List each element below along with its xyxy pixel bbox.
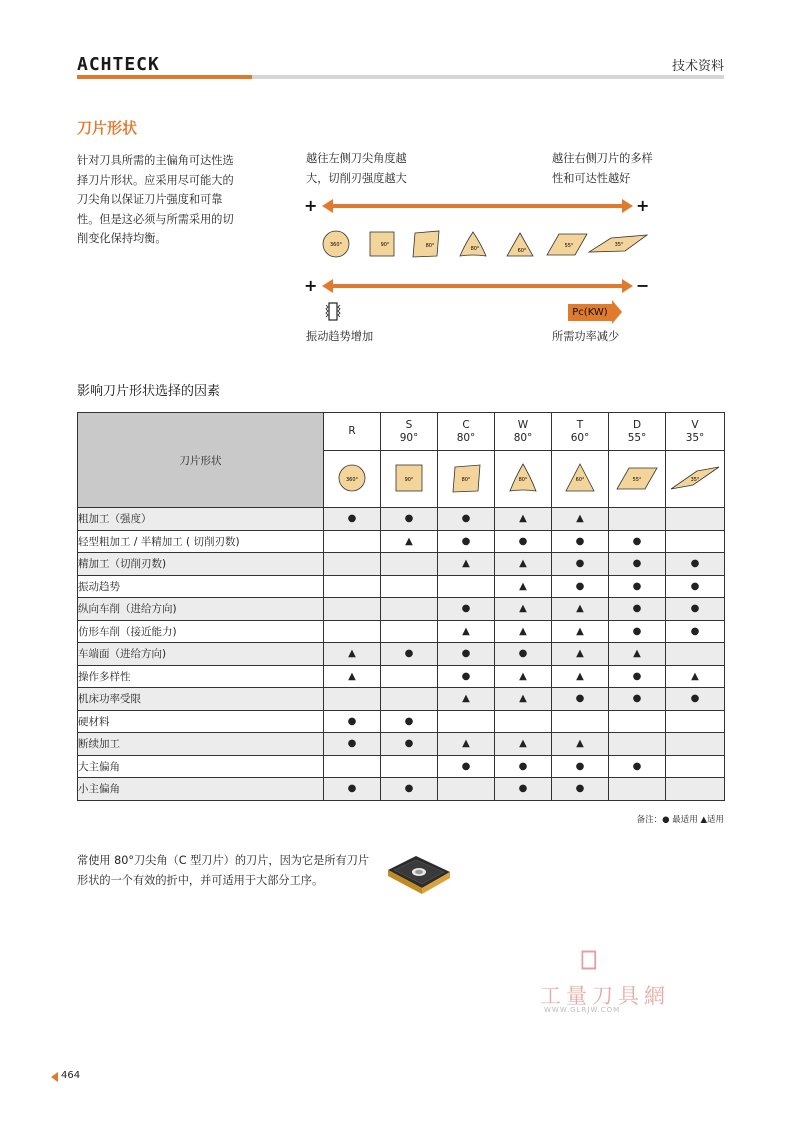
legend-note: 备注：● 最适用 ▲适用 xyxy=(636,815,724,825)
column-shape-v xyxy=(666,451,725,508)
column-shape-c xyxy=(438,451,495,508)
shape-angle-4: 60° xyxy=(517,248,527,254)
vibration-arrow xyxy=(332,284,622,288)
rhombic55-insert-icon xyxy=(547,234,587,255)
row-label: 大主偏角 xyxy=(78,755,324,778)
suitability-mark: ▲ xyxy=(495,508,552,531)
watermark-logo-icon: ⎕ xyxy=(581,946,597,976)
watermark-name: 工量刀具網 xyxy=(540,984,670,1008)
table-row xyxy=(78,508,725,531)
power-badge-arrow-icon xyxy=(612,300,622,324)
suitability-mark: ▲ xyxy=(495,688,552,711)
suitability-mark xyxy=(324,755,381,778)
suitability-mark: ▲ xyxy=(552,598,609,621)
table-row xyxy=(78,733,725,756)
suitability-mark: ● xyxy=(438,598,495,621)
column-header-s xyxy=(381,413,438,451)
suitability-mark: ● xyxy=(609,530,666,553)
suitability-mark: ● xyxy=(381,778,438,801)
suitability-mark xyxy=(324,620,381,643)
column-angle: 60° xyxy=(570,431,590,444)
suitability-mark xyxy=(438,778,495,801)
suitability-mark: ▲ xyxy=(495,665,552,688)
suitability-mark: ▲ xyxy=(381,530,438,553)
minus-sign: − xyxy=(636,276,650,295)
row-label: 纵向车削（进给方向) xyxy=(78,598,324,621)
suitability-mark: ● xyxy=(495,643,552,666)
suitability-mark: ▲ xyxy=(552,508,609,531)
brand-logo: ACHTECK xyxy=(77,54,160,75)
table-title: 影响刀片形状选择的因素 xyxy=(77,384,221,399)
row-label: 操作多样性 xyxy=(78,665,324,688)
suitability-mark: ● xyxy=(381,733,438,756)
suitability-mark xyxy=(324,688,381,711)
suitability-mark: ● xyxy=(666,688,725,711)
suitability-mark: ● xyxy=(552,530,609,553)
insert-shape-icon xyxy=(438,458,494,498)
column-header-w xyxy=(495,413,552,451)
insert-shape-angle: 55° xyxy=(632,476,642,483)
suitability-mark: ● xyxy=(666,575,725,598)
row-label: 粗加工（强度） xyxy=(78,508,324,531)
table-row xyxy=(78,688,725,711)
column-code: V xyxy=(691,418,699,431)
shape-angle-6: 35° xyxy=(614,242,624,248)
table-row xyxy=(78,553,725,576)
table-row xyxy=(78,620,725,643)
suitability-mark xyxy=(666,643,725,666)
insert-shape-icon xyxy=(552,458,608,498)
suitability-mark: ▲ xyxy=(495,553,552,576)
suitability-mark: ● xyxy=(552,553,609,576)
suitability-mark: ● xyxy=(324,508,381,531)
suitability-mark xyxy=(381,553,438,576)
row-label: 硬材料 xyxy=(78,710,324,733)
column-header-d xyxy=(609,413,666,451)
suitability-mark: ● xyxy=(552,755,609,778)
suitability-mark xyxy=(666,733,725,756)
suitability-mark: ▲ xyxy=(438,733,495,756)
suitability-mark: ● xyxy=(381,508,438,531)
column-code: S xyxy=(405,418,413,431)
suitability-mark: ● xyxy=(609,688,666,711)
suitability-mark: ▲ xyxy=(552,733,609,756)
left-caption: 越往左侧刀尖角度越大，切削刃强度越大 xyxy=(306,152,407,185)
suitability-mark xyxy=(381,688,438,711)
suitability-mark: ● xyxy=(666,620,725,643)
plus-sign-left-top: + xyxy=(304,196,318,215)
column-code: D xyxy=(632,418,642,431)
suitability-mark xyxy=(666,508,725,531)
column-shape-d xyxy=(609,451,666,508)
table-row xyxy=(78,598,725,621)
vibration-caption: 振动趋势增加 xyxy=(306,330,374,343)
row-label: 精加工（切削刃数) xyxy=(78,553,324,576)
insert-shape-angle: 80° xyxy=(461,476,471,483)
row-label: 轻型粗加工 / 半精加工 ( 切削刃数) xyxy=(78,530,324,553)
page-title: 刀片形状 xyxy=(77,119,138,137)
column-code: C xyxy=(462,418,470,431)
suitability-mark: ● xyxy=(438,755,495,778)
insert-shape-angle: 80° xyxy=(518,476,528,483)
column-header-t xyxy=(552,413,609,451)
insert-shape-icon xyxy=(667,458,723,498)
row-label: 小主偏角 xyxy=(78,778,324,801)
suitability-mark xyxy=(609,508,666,531)
suitability-mark: ● xyxy=(552,778,609,801)
suitability-mark: ● xyxy=(324,710,381,733)
column-angle: 90° xyxy=(399,431,419,444)
insert-shape-angle: 60° xyxy=(575,476,585,483)
suitability-mark xyxy=(552,710,609,733)
suitability-mark xyxy=(324,553,381,576)
suitability-mark: ▲ xyxy=(495,598,552,621)
row-label: 断续加工 xyxy=(78,733,324,756)
bottom-paragraph: 常使用 80°刀尖角（C 型刀片）的刀片，因为它是所有刀片形状的一个有效的折中，并可适用于大部分工序。 xyxy=(77,854,370,887)
column-header-r xyxy=(324,413,381,451)
suitability-mark: ● xyxy=(609,575,666,598)
square-insert-icon xyxy=(370,232,394,256)
watermark-url: WWW.GLRJW.COM xyxy=(544,1006,621,1014)
header-rule-accent xyxy=(77,75,252,79)
insert-shape-angle: 35° xyxy=(690,476,700,483)
row-label: 仿形车削（接近能力) xyxy=(78,620,324,643)
round-insert-icon xyxy=(323,231,349,257)
suitability-mark: ▲ xyxy=(552,620,609,643)
column-code: R xyxy=(348,425,356,437)
suitability-mark: ▲ xyxy=(552,665,609,688)
suitability-mark xyxy=(324,575,381,598)
suitability-mark xyxy=(666,755,725,778)
suitability-mark: ● xyxy=(324,733,381,756)
suitability-mark: ● xyxy=(495,755,552,778)
suitability-mark xyxy=(381,598,438,621)
suitability-mark: ▲ xyxy=(438,620,495,643)
suitability-mark: ▲ xyxy=(495,575,552,598)
insert-shape-icon xyxy=(609,458,665,498)
table-row xyxy=(78,755,725,778)
table-row xyxy=(78,710,725,733)
suitability-mark xyxy=(609,733,666,756)
insert-shape-angle: 360° xyxy=(345,476,359,483)
suitability-mark xyxy=(666,710,725,733)
plus-sign-left-bottom: + xyxy=(304,276,318,295)
suitability-mark: ● xyxy=(609,755,666,778)
page-number: 464 xyxy=(61,1070,81,1081)
suitability-mark xyxy=(609,710,666,733)
suitability-mark: ● xyxy=(552,575,609,598)
section-title: 技术资料 xyxy=(671,59,724,74)
suitability-mark: ● xyxy=(438,665,495,688)
insert-selection-table xyxy=(77,412,725,801)
suitability-mark: ● xyxy=(381,643,438,666)
insert-photo xyxy=(380,850,460,900)
column-shape-r xyxy=(324,451,381,508)
suitability-mark xyxy=(381,575,438,598)
column-angle: 80° xyxy=(456,431,476,444)
insert-shape-angle: 90° xyxy=(404,476,414,483)
table-row xyxy=(78,643,725,666)
column-header-c xyxy=(438,413,495,451)
suitability-mark: ▲ xyxy=(552,643,609,666)
suitability-mark: ▲ xyxy=(495,620,552,643)
insert-shape-icon xyxy=(381,458,437,498)
plus-sign-right-top: + xyxy=(636,196,650,215)
page-arrow-icon xyxy=(51,1072,58,1082)
suitability-mark: ▲ xyxy=(438,553,495,576)
shape-angle-0: 360° xyxy=(329,242,343,248)
suitability-mark: ● xyxy=(495,530,552,553)
suitability-mark: ● xyxy=(609,620,666,643)
suitability-mark xyxy=(666,530,725,553)
rhombic80-insert-icon xyxy=(413,231,439,257)
suitability-mark: ● xyxy=(609,665,666,688)
suitability-mark: ● xyxy=(381,710,438,733)
insert-shape-icon xyxy=(324,458,380,498)
trigon-insert-icon xyxy=(460,232,486,256)
column-angle: 35° xyxy=(685,431,705,444)
suitability-mark: ▲ xyxy=(324,665,381,688)
column-header-v xyxy=(666,413,725,451)
suitability-mark xyxy=(324,530,381,553)
insert-shapes-row xyxy=(315,224,655,264)
suitability-mark: ▲ xyxy=(324,643,381,666)
shape-angle-5: 55° xyxy=(564,243,574,249)
table-row xyxy=(78,530,725,553)
suitability-mark: ▲ xyxy=(666,665,725,688)
suitability-mark: ● xyxy=(495,778,552,801)
suitability-mark xyxy=(666,778,725,801)
suitability-mark xyxy=(381,665,438,688)
suitability-mark xyxy=(381,755,438,778)
suitability-mark xyxy=(324,598,381,621)
insert-shape-icon xyxy=(495,458,551,498)
suitability-mark xyxy=(381,620,438,643)
right-caption: 越往右侧刀片的多样性和可达性越好 xyxy=(552,152,653,185)
column-shape-t xyxy=(552,451,609,508)
rhombic35-insert-icon xyxy=(589,235,647,252)
intro-paragraph: 针对刀具所需的主偏角可达性选择刀片形状。应采用尽可能大的刀尖角以保证刀片强度和可靠性。但是这必须与所需采用的切削变化保持均衡。 xyxy=(77,154,234,246)
row-label: 车端面（进给方向) xyxy=(78,643,324,666)
arrow-right-head xyxy=(622,199,633,213)
row-label: 振动趋势 xyxy=(78,575,324,598)
triangle-insert-icon xyxy=(507,233,533,256)
vibration-icon xyxy=(324,300,344,324)
table-row xyxy=(78,575,725,598)
column-angle: 55° xyxy=(627,431,647,444)
suitability-mark: ● xyxy=(438,643,495,666)
suitability-mark: ● xyxy=(552,688,609,711)
suitability-mark: ▲ xyxy=(438,688,495,711)
header-rule xyxy=(252,75,724,79)
suitability-mark xyxy=(495,710,552,733)
suitability-mark: ▲ xyxy=(609,643,666,666)
row-label: 机床功率受限 xyxy=(78,688,324,711)
suitability-mark: ● xyxy=(609,598,666,621)
suitability-mark xyxy=(438,575,495,598)
column-code: W xyxy=(517,418,529,431)
column-code: T xyxy=(576,418,584,431)
strength-arrow xyxy=(332,204,622,208)
power-caption: 所需功率减少 xyxy=(552,330,620,343)
column-shape-w xyxy=(495,451,552,508)
suitability-mark: ● xyxy=(438,530,495,553)
column-shape-s xyxy=(381,451,438,508)
row-header: 刀片形状 xyxy=(78,413,324,508)
suitability-mark: ● xyxy=(666,553,725,576)
power-badge: Pc(KW) xyxy=(568,304,612,321)
arrow-right-head-2 xyxy=(622,279,633,293)
table-row xyxy=(78,778,725,801)
table-row xyxy=(78,665,725,688)
suitability-mark: ● xyxy=(438,508,495,531)
suitability-mark xyxy=(438,710,495,733)
shape-angle-3: 80° xyxy=(470,246,480,252)
shape-angle-1: 90° xyxy=(380,242,390,248)
shape-angle-2: 80° xyxy=(425,243,435,249)
suitability-mark: ● xyxy=(609,553,666,576)
column-angle: 80° xyxy=(513,431,533,444)
suitability-mark xyxy=(609,778,666,801)
suitability-mark: ▲ xyxy=(495,733,552,756)
suitability-mark: ● xyxy=(324,778,381,801)
suitability-mark: ● xyxy=(666,598,725,621)
